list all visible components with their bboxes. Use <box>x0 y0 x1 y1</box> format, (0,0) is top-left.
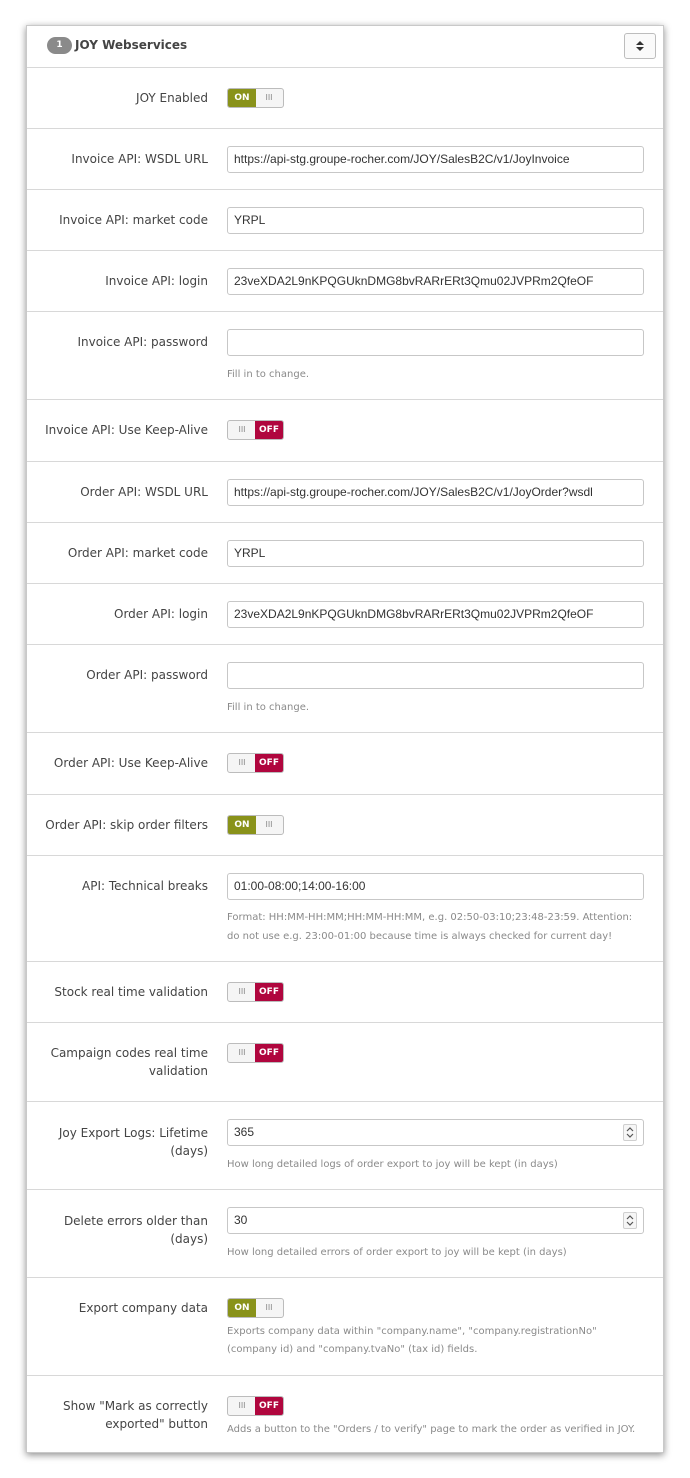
delete-errors-input[interactable] <box>227 1207 644 1234</box>
row-order-login <box>27 584 663 645</box>
invoice-wsdl-input[interactable]: https://api-stg.groupe-rocher.com/JOY/SalesB2C/v1/JoyInvoice <box>227 146 644 173</box>
export-company-label: Export company data <box>78 1301 208 1315</box>
order-password-label: Order API: password <box>86 668 208 682</box>
row-mark-exported <box>27 1376 663 1452</box>
spinner-arrows-icon <box>626 1127 634 1138</box>
export-logs-lifetime-input[interactable] <box>227 1119 644 1146</box>
mark-exported-switch[interactable] <box>227 1396 284 1416</box>
campaign-validation-switch[interactable] <box>227 1043 284 1063</box>
delete-errors-help: How long detailed errors of order export to joy will be kept (in days) <box>227 1247 567 1258</box>
technical-breaks-input[interactable]: 01:00-08:00;14:00-16:00 <box>227 873 644 900</box>
invoice-market-label: Invoice API: market code <box>59 213 208 227</box>
row-order-keepalive <box>27 733 663 795</box>
campaign-validation-label-line-2: validation <box>148 1064 208 1078</box>
technical-breaks-label: API: Technical breaks <box>82 879 208 893</box>
sort-arrows-icon <box>635 40 645 52</box>
grip-icon: III <box>265 93 273 102</box>
invoice-password-label: Invoice API: password <box>77 335 208 349</box>
export-logs-lifetime-value: 365 <box>234 1125 255 1139</box>
invoice-keepalive-label: Invoice API: Use Keep-Alive <box>45 423 208 437</box>
order-keepalive-label: Order API: Use Keep-Alive <box>53 756 208 770</box>
row-export-company <box>27 1278 663 1376</box>
order-market-label: Order API: market code <box>67 546 208 560</box>
export-logs-lifetime-label-line-1: Joy Export Logs: Lifetime <box>58 1126 208 1140</box>
row-campaign-validation <box>27 1023 663 1102</box>
switch-on-label: ON <box>228 816 256 834</box>
row-order-skip-filters <box>27 795 663 856</box>
invoice-login-label: Invoice API: login <box>105 274 208 288</box>
order-skip-filters-switch[interactable] <box>227 815 284 835</box>
delete-errors-label-line-2: (days) <box>170 1232 208 1246</box>
row-delete-errors <box>27 1190 663 1278</box>
invoice-password-help: Fill in to change. <box>227 369 310 380</box>
grip-icon: III <box>238 1048 246 1057</box>
row-order-wsdl <box>27 462 663 523</box>
campaign-validation-label-line-1: Campaign codes real time <box>50 1046 208 1060</box>
panel-title: JOY Webservices <box>75 38 188 52</box>
mark-exported-help: Adds a button to the "Orders / to verify" page to mark the order as verified in JOY. <box>227 1424 636 1435</box>
row-invoice-keepalive <box>27 400 663 462</box>
delete-errors-label-line-1: Delete errors older than <box>63 1214 208 1228</box>
switch-off-label: OFF <box>255 1397 283 1415</box>
switch-off-label: OFF <box>255 754 283 772</box>
delete-errors-value: 30 <box>234 1213 248 1227</box>
invoice-wsdl-label: Invoice API: WSDL URL <box>71 152 208 166</box>
order-wsdl-label: Order API: WSDL URL <box>80 485 208 499</box>
stock-validation-label: Stock real time validation <box>54 985 208 999</box>
order-wsdl-input[interactable]: https://api-stg.groupe-rocher.com/JOY/SalesB2C/v1/JoyOrder?wsdl <box>227 479 644 506</box>
joy-webservices-panel <box>26 25 664 1453</box>
switch-on-label: ON <box>228 89 256 107</box>
row-order-password <box>27 645 663 733</box>
order-login-input[interactable]: 23veXDA2L9nKPQGUknDMG8bvRARrERt3Qmu02JVPRm2QfeOF <box>227 601 644 628</box>
order-login-label: Order API: login <box>114 607 208 621</box>
grip-icon: III <box>265 1303 273 1312</box>
export-logs-lifetime-help: How long detailed logs of order export to joy will be kept (in days) <box>227 1159 558 1170</box>
switch-off-label: OFF <box>255 1044 283 1062</box>
row-export-logs-lifetime <box>27 1102 663 1190</box>
row-order-market <box>27 523 663 584</box>
stock-validation-switch[interactable] <box>227 982 284 1002</box>
joy-enabled-switch[interactable] <box>227 88 284 108</box>
mark-exported-label-line-2: exported" button <box>105 1417 208 1431</box>
switch-off-label: OFF <box>255 421 283 439</box>
grip-icon: III <box>265 820 273 829</box>
panel-number-badge: 1 <box>47 37 72 54</box>
row-invoice-wsdl <box>27 129 663 190</box>
technical-breaks-help-line-1: Format: HH:MM-HH:MM;HH:MM-HH:MM, e.g. 02:50-03:10;23:48-23:59. Attention: <box>227 912 633 923</box>
number-spinner[interactable] <box>623 1212 637 1229</box>
mark-exported-label <box>35 1397 208 1433</box>
invoice-market-input[interactable]: YRPL <box>227 207 644 234</box>
row-invoice-password <box>27 312 663 400</box>
order-keepalive-switch[interactable] <box>227 753 284 773</box>
panel-header <box>27 26 663 68</box>
order-password-help: Fill in to change. <box>227 702 310 713</box>
export-company-switch[interactable] <box>227 1298 284 1318</box>
grip-icon: III <box>238 425 246 434</box>
order-password-input[interactable] <box>227 662 644 689</box>
grip-icon: III <box>238 1401 246 1410</box>
grip-icon: III <box>238 758 246 767</box>
joy-enabled-label: JOY Enabled <box>136 91 208 105</box>
delete-errors-label <box>35 1212 208 1248</box>
technical-breaks-help-line-2: do not use e.g. 23:00-01:00 because time is always checked for current day! <box>227 931 613 942</box>
export-logs-lifetime-label <box>35 1124 208 1160</box>
export-logs-lifetime-label-line-2: (days) <box>170 1144 208 1158</box>
grip-icon: III <box>238 987 246 996</box>
row-stock-validation <box>27 962 663 1023</box>
spinner-arrows-icon <box>626 1215 634 1226</box>
campaign-validation-label <box>35 1044 208 1080</box>
invoice-keepalive-switch[interactable] <box>227 420 284 440</box>
invoice-password-input[interactable] <box>227 329 644 356</box>
order-skip-filters-label: Order API: skip order filters <box>45 818 208 832</box>
row-joy-enabled <box>27 68 663 129</box>
row-technical-breaks <box>27 856 663 962</box>
mark-exported-label-line-1: Show "Mark as correctly <box>63 1399 208 1413</box>
row-invoice-market <box>27 190 663 251</box>
switch-off-label: OFF <box>255 983 283 1001</box>
switch-on-label: ON <box>228 1299 256 1317</box>
row-invoice-login <box>27 251 663 312</box>
invoice-login-input[interactable]: 23veXDA2L9nKPQGUknDMG8bvRARrERt3Qmu02JVPRm2QfeOF <box>227 268 644 295</box>
export-company-help-line-1: Exports company data within "company.name", "company.registrationNo" <box>227 1326 597 1337</box>
export-company-help-line-2: (company id) and "company.tvaNo" (tax id) fields. <box>227 1344 478 1355</box>
collapse-toggle-button[interactable] <box>624 33 656 59</box>
number-spinner[interactable] <box>623 1124 637 1141</box>
order-market-input[interactable]: YRPL <box>227 540 644 567</box>
